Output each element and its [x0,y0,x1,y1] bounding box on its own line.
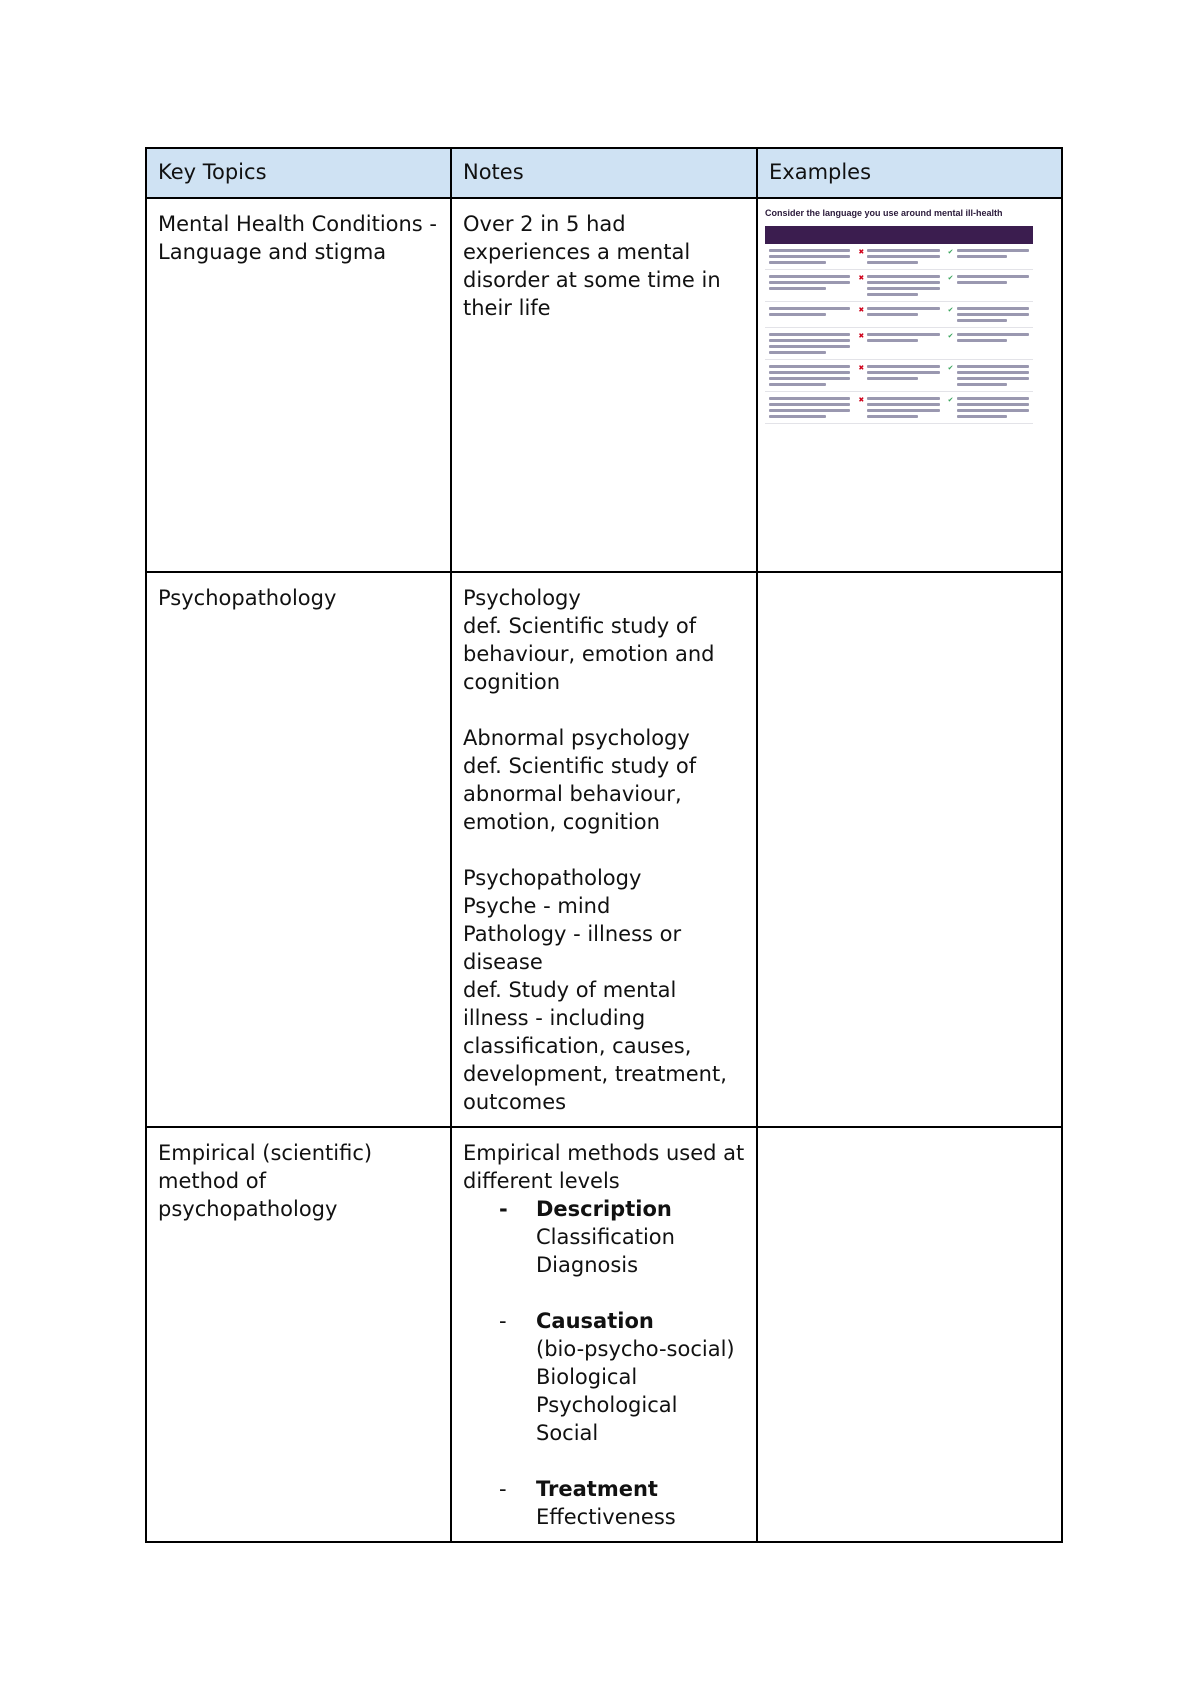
cross-icon: ✖ [858,307,865,314]
examples-cell [757,198,1062,572]
note-line: Pathology - illness or disease [463,922,682,974]
bullet-dash: - [499,1309,507,1333]
example-image-row [765,360,1033,392]
note-line: Empirical methods used at different levels [463,1141,745,1193]
check-icon: ✔ [947,275,954,282]
bullet-heading: Description [536,1197,672,1221]
note-line: def. Study of mental illness - including classification, causes, development, treatment, outcomes [463,978,727,1114]
example-image-row [765,302,1033,328]
note-line: Psychology [463,586,581,610]
example-image-row [765,270,1033,302]
bullet-subline: Effectiveness [536,1505,676,1529]
notes-table [145,147,1063,1543]
bullet-subline: Social [536,1421,599,1445]
check-icon: ✔ [947,397,954,404]
header-notes: Notes [451,148,757,198]
example-image-header [765,226,1033,244]
bullet-subline: Psychological [536,1393,678,1417]
bullet-subline: (bio-psycho-social) [536,1337,735,1361]
example-image-title: Consider the language you use around mental ill-health [765,208,1003,218]
table-row [146,198,1062,572]
notes-cell [451,1127,757,1542]
example-image [765,207,1033,424]
header-examples: Examples [757,148,1062,198]
note-line: Abnormal psychology [463,726,690,750]
bullet-subline: Diagnosis [536,1253,639,1277]
topic-cell: Psychopathology [146,572,451,1127]
check-icon: ✔ [947,249,954,256]
note-line: def. Scientific study of behaviour, emotion and cognition [463,614,715,694]
cross-icon: ✖ [858,249,865,256]
note-line: Psyche - mind [463,894,611,918]
bullet-subline: Biological [536,1365,638,1389]
table-row [146,1127,1062,1542]
header-row [146,148,1062,198]
check-icon: ✔ [947,333,954,340]
bullet-subline: Classification [536,1225,675,1249]
bullet-item [463,1475,746,1531]
notes-cell: Over 2 in 5 had experiences a mental disorder at some time in their life [451,198,757,572]
bullet-heading: Causation [536,1309,654,1333]
example-image-row [765,244,1033,270]
cross-icon: ✖ [858,333,865,340]
bullet-item [463,1307,746,1447]
check-icon: ✔ [947,307,954,314]
cross-icon: ✖ [858,397,865,404]
topic-cell: Mental Health Conditions - Language and stigma [146,198,451,572]
examples-cell [757,572,1062,1127]
table-row [146,572,1062,1127]
notes-cell [451,572,757,1127]
cross-icon: ✖ [858,365,865,372]
header-key-topics: Key Topics [146,148,451,198]
bullet-heading: Treatment [536,1477,658,1501]
note-line: def. Scientific study of abnormal behaviour, emotion, cognition [463,754,697,834]
note-line: Psychopathology [463,866,642,890]
check-icon: ✔ [947,365,954,372]
bullet-dash: - [499,1477,507,1501]
bullet-item [463,1195,746,1279]
example-image-row [765,328,1033,360]
example-image-row [765,392,1033,424]
cross-icon: ✖ [858,275,865,282]
bullet-list [463,1195,746,1531]
topic-cell: Empirical (scientific) method of psychopathology [146,1127,451,1542]
bullet-dash: - [499,1197,508,1221]
examples-cell [757,1127,1062,1542]
